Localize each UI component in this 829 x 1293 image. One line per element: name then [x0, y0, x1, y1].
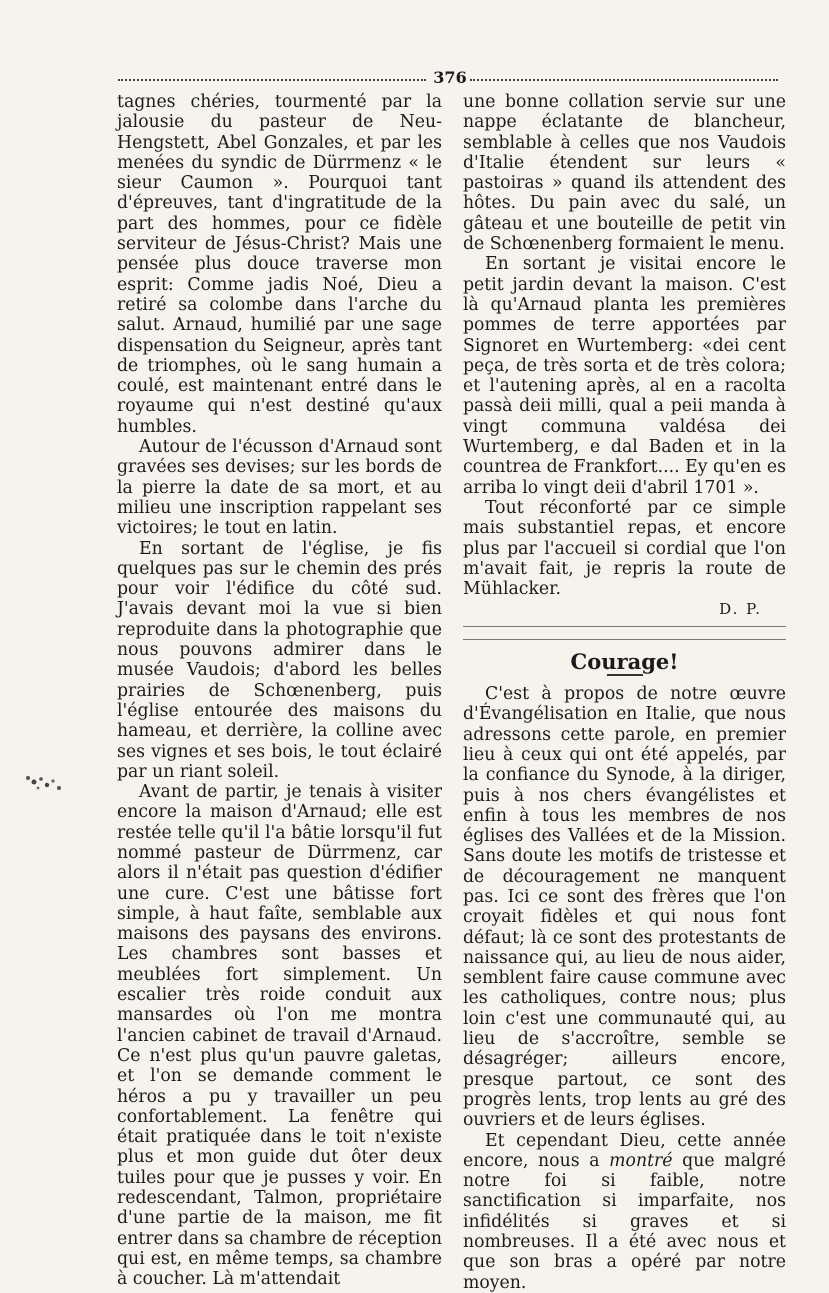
ink-smudge-icon: [22, 770, 66, 796]
paragraph-text: Et cependant Dieu, cette année encore, nous a: [463, 1130, 786, 1171]
paragraph: Avant de partir, je tenais à visiter encore la maison d'Arnaud; elle est restée telle qu'il l'a bâtie lorsqu'il fut nommé pasteur de Dürrmenz, car alors il n'était pas question d'édifier une cure. C'est une bâtisse fort simple, à haut faîte, semblable aux maisons des paysans des environs. Les chambres sont basses et meublées fort simplement. Un escalier très roide conduit aux mansardes où l'on me montra l'ancien cabinet de travail d'Arnaud. Ce n'est plus qu'un pauvre galetas, et l'on se demande comment le héros a pu y travailler un peu confortablement. La fenêtre qui était pratiquée dans le toit n'existe plus et mon guide dut ôter deux tuiles pour que je pusses y voir. En redescendant, Talmon, propriétaire d'une partie de la maison, me fit entrer dans sa chambre de réception qui est, en même temps, sa chambre à coucher. Là m'attendait: [117, 782, 442, 1290]
section-divider: [463, 626, 786, 640]
title-underline: [607, 674, 643, 676]
paragraph: Autour de l'écusson d'Arnaud sont gravées ses devises; sur les bords de la pierre la date de sa mort, et au milieu une inscription rappelant ses victoires; le tout en latin.: [117, 437, 442, 539]
page-number: 376: [433, 68, 467, 87]
paragraph: En sortant de l'église, je fis quelques pas sur le chemin des prés pour voir l'édifice du côté sud. J'avais devant moi la vue si bien reproduite dans la photographie que nous pouvons admirer dans le musée Vaudois; d'abord les belles prairies de Schœnenberg, puis l'église entourée des maisons du hameau, et derrière, la colline avec ses vignes et ses bois, le tout éclairé par un riant soleil.: [117, 538, 442, 782]
header-rule-right: [470, 79, 778, 81]
header-rule-left: [118, 79, 426, 81]
paragraph: une bonne collation servie sur une nappe éclatante de blancheur, semblable à celles que nos Vaudois d'Italie étendent sur leurs « pastoiras » quand ils attendent des hôtes. Du pain avec du salé, un gâteau et une bouteille de petit vin de Schœnenberg formaient le menu.: [463, 92, 786, 255]
paragraph: [463, 1131, 786, 1293]
paragraph: C'est à propos de notre œuvre d'Évangélisation en Italie, que nous adressons cette parole, en premier lieu à ceux qui ont été appelés, par la confiance du Synode, à la diriger, puis à nos chers évangélistes et enfin à tous les membres de nos églises des Vallées et de la Mission. Sans doute les motifs de tristesse et de découragement ne manquent pas. Ici ce sont des frères que l'on croyait fidèles et qui nous font défaut; là ce sont des protestants de naissance qui, au lieu de nous aider, semblent faire cause commune avec les catholiques, contre nous; plus loin c'est une communauté qui, au lieu de s'accroître, semble se désagréger; ailleurs encore, presque partout, ce sont des progrès lents, trop lents au gré des ouvriers et de leurs églises.: [463, 684, 786, 1131]
paragraph: tagnes chéries, tourmenté par la jalousie du pasteur de Neu-Hengstett, Abel Gonzales, et par les menées du syndic de Dürrmenz « le sieur Caumon ». Pourquoi tant d'épreuves, tant d'ingratitude de la part des hommes, pour ce fidèle serviteur de Jésus-Christ? Mais une pensée plus douce traverse mon esprit: Comme jadis Noé, Dieu a retiré sa colombe dans l'arche du salut. Arnaud, humilié par une sage dispensation du Seigneur, après tant de triomphes, où le sang humain a coulé, est maintenant entré dans le royaume qui n'est destiné qu'aux humbles.: [117, 92, 442, 437]
paragraph-text: que malgré notre foi si faible, notre sanctification si imparfaite, nos infidélités si graves et si nombreuses. Il a été avec nous et que son bras a opéré par notre moyen.: [463, 1150, 786, 1293]
section-title: Courage!: [570, 648, 679, 674]
paragraph: Tout réconforté par ce simple mais substantiel repas, et encore plus par l'accueil si cordial que l'on m'avait fait, je repris la route de Mühlacker.: [463, 497, 786, 600]
page-header: [118, 70, 778, 90]
right-column: [463, 92, 786, 1293]
left-column: [117, 92, 442, 1290]
emphasis-text: montré: [609, 1150, 673, 1171]
author-signature: D. P.: [719, 600, 762, 619]
paragraph: En sortant je visitai encore le petit jardin devant la maison. C'est là qu'Arnaud planta les premières pommes de terre apportées par Signoret en Wurtemberg: «dei cent peça, de très sorta et de très colora; et l'autening après, al en a racolta passà deii milli, qual a peii manda à vingt communa valdésa dei Wurtemberg, e dal Baden et in la countrea de Frankfort.... Ey qu'en es arriba lo vingt deii d'abril 1701 ».: [463, 254, 786, 498]
